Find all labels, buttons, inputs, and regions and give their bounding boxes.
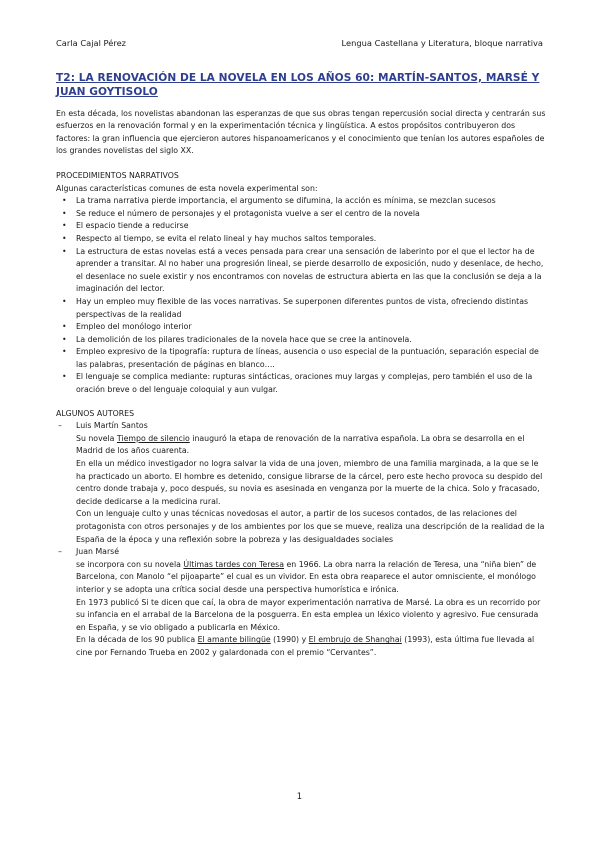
list-item-text: Hay un empleo muy flexible de las voces narrativas. Se superponen diferentes puntos de vista, ofreciendo distintas perspectivas de la realidad [76,296,529,319]
bullet-icon: • [62,246,67,256]
document-title: T2: LA RENOVACIÓN DE LA NOVELA EN LOS AÑOS 60: MARTÍN-SANTOS, MARSÉ Y JUAN GOYTISOLO [56,72,540,98]
bullet-icon: • [62,196,67,206]
author-body [56,433,546,546]
bullet-icon: • [62,208,67,218]
procedimientos-section [56,170,546,397]
autores-section [56,408,546,660]
bullet-icon: • [62,322,67,332]
list-item [56,296,546,321]
list-item-text: El lenguaje se complica mediante: rupturas sintácticas, oraciones muy largas y complejas, pero también el uso de la oración breve o del lenguaje coloquial y aun vulgar. [76,372,533,395]
author-name-text: Juan Marsé [76,547,120,557]
list-item [56,334,546,347]
text-run: (1993), esta última fue llevada al cine por Fernando Trueba en 2002 y galardonada con el premio “Cervantes”. [76,635,535,657]
bullet-icon: • [62,334,67,344]
text-run: inauguró la etapa de renovación de la narrativa española. La obra se desarrolla en el Madrid de los años cuarenta. [76,433,525,456]
dash-icon: – [58,547,62,557]
list-item-text: Empleo del monólogo interior [76,322,192,332]
header-author: Carla Cajal Pérez [56,38,127,48]
author-paragraph [76,433,546,458]
list-item [56,233,546,246]
autores-heading: ALGUNOS AUTORES [56,408,135,418]
author-paragraph: Con un lenguaje culto y unas técnicas novedosas el autor, a partir de los sucesos contados, de las relaciones del protagonista con otros personajes y de los ambientes por los que se mueve, realiza una descripción de la realidad de la España de la época y una reflexión sobre la pobreza y las desigualdades sociales [76,509,545,544]
list-item [56,195,546,208]
list-item-text: Respecto al tiempo, se evita el relato lineal y hay muchos saltos temporales. [76,233,377,243]
author-paragraph: En ella un médico investigador no logra salvar la vida de una joven, miembro de una familia marginada, a la que se le ha practicado un aborto. El hombre es detenido, consigue librarse de la cárcel, pero este hecho provoca su despido del centro donde trabaja y, poco después, su novia es asesinada en venganza por la muerte de la chica. Solo y fracasado, decide dedicarse a la medicina rural. [76,459,543,506]
author-name-text: Luis Martín Santos [76,421,148,431]
list-item-text: La demolición de los pilares tradicionales de la novela hace que se cree la antinovela. [76,334,412,344]
list-item [56,371,546,396]
page-content [56,72,546,660]
list-item [56,246,546,296]
procedimientos-lead: Algunas características comunes de esta novela experimental son: [56,183,318,193]
text-run: En la década de los 90 publica [76,635,198,645]
text-run: se incorpora con su novela [76,559,184,569]
bullet-icon: • [62,372,67,382]
author-name [56,420,546,433]
work-title: Tiempo de silencio [116,433,190,443]
bullet-icon: • [62,221,67,231]
list-item-text: La trama narrativa pierde importancia, el argumento se difumina, la acción es mínima, se mezclan sucesos [76,196,496,206]
dash-icon: – [58,421,62,431]
list-item [56,321,546,334]
author-entry-marse [56,546,546,659]
text-run: (1990) y [270,635,309,645]
author-paragraph: En 1973 publicó Si te dicen que caí, la obra de mayor experimentación narrativa de Marsé. La obra es un recorrido por su infancia en el arrabal de la Barcelona de la posguerra. En esta emplea un léxico violento y agresivo. Fue censurada en España, y se vio obligado a publicarla en México. [76,597,541,632]
bullet-icon: • [62,233,67,243]
work-title: El embrujo de Shanghai [308,635,402,645]
list-item-text: El espacio tiende a reducirse [76,221,189,231]
author-paragraph [76,634,546,659]
header-course: Lengua Castellana y Literatura, bloque narrativa [341,38,543,48]
text-run: en 1966. La obra narra la relación de Teresa, una “niña bien” de Barcelona, con Manolo “el pijoaparte” el cual es un vividor. En esta obra reaparece el autor omnisciente, el monólogo interior y se adopta una crítica social desde una perspectiva humorística e irónica. [76,559,537,594]
procedimientos-heading: PROCEDIMIENTOS NARRATIVOS [56,170,179,180]
work-title: Últimas tardes con Teresa [183,559,284,569]
text-run: Su novela [76,433,117,443]
author-body [56,559,546,660]
list-item-text: Se reduce el número de personajes y el protagonista vuelve a ser el centro de la novela [76,208,420,218]
author-paragraph [76,559,546,597]
list-item-text: La estructura de estas novelas está a veces pensada para crear una sensación de laberinto por el que el lector ha de aprender a transitar. Al no haber una progresión lineal, se pierde desarrollo de exposición, nudo y desenlace, de hecho, el desenlace no suele existir y nos encontramos con novelas de estructura abierta en las que la conclusión se deja a la imaginación del lector. [76,246,544,294]
bullet-icon: • [62,296,67,306]
list-item [56,346,546,371]
procedimientos-list [56,195,546,397]
intro-paragraph: En esta década, los novelistas abandonan las esperanzas de que sus obras tengan repercusión social directa y centrarán sus esfuerzos en la renovación formal y en la experimentación técnica y lingüística. A estos propósitos contribuyeron dos factores: la gran influencia que ejercieron autores hispanoamericanos y el conocimiento que tenían los autores españoles de los grandes novelistas del siglo XX. [56,108,546,156]
list-item [56,220,546,233]
page-number: 1 [296,792,303,802]
author-entry-martin-santos [56,420,546,546]
list-item-text: Empleo expresivo de la tipografía: ruptura de líneas, ausencia o uso especial de la puntuación, separación especial de las palabras, presentación de páginas en blanco…. [76,347,539,369]
list-item [56,208,546,221]
bullet-icon: • [62,347,67,357]
author-name [56,546,546,559]
work-title: El amante bilingüe [197,635,271,645]
